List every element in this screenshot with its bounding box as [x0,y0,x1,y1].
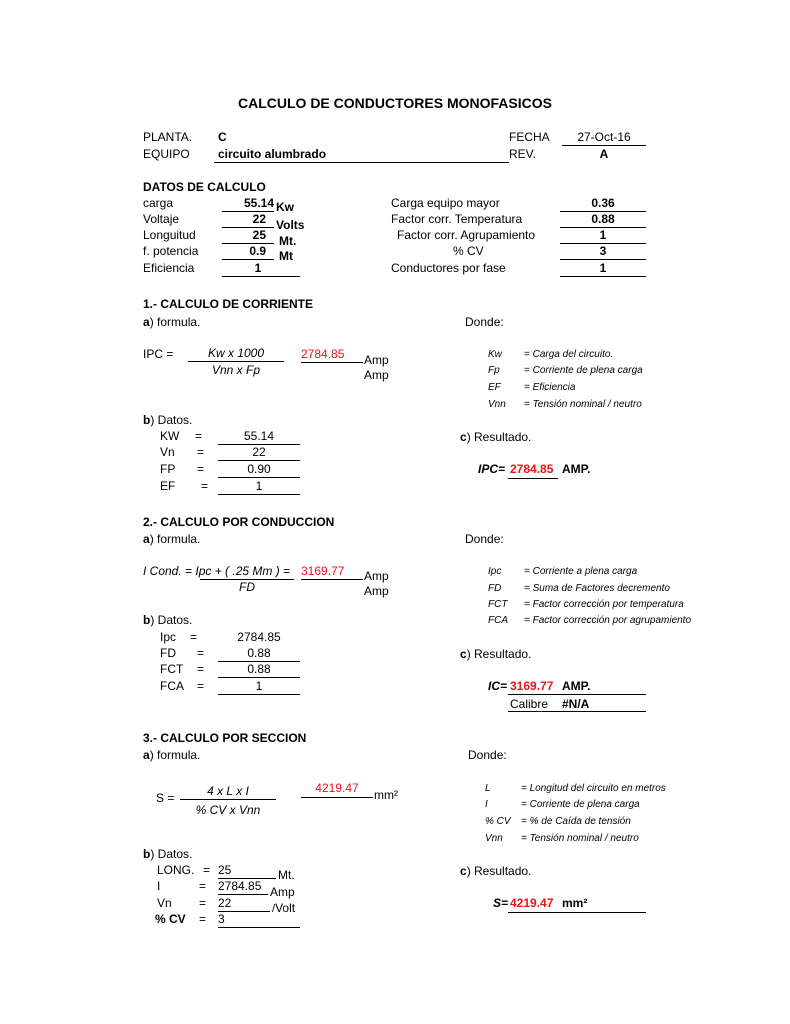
datos-right-underline [560,259,646,260]
s3-datos-eq: = [203,863,211,877]
s2-donde: Donde: [465,532,504,546]
s2-calibre-value: #N/A [562,697,590,711]
s3-datos-key: LONG. [157,863,195,877]
datos-right-label: % CV [453,244,484,258]
s1-res-label: IPC= [478,462,506,476]
s2-calibre-underline [508,711,646,712]
s2-def: FCA = Factor corrección por agrupamiento [488,615,692,626]
s2-datos-underline [218,677,300,678]
s2-unit: Amp [364,569,389,583]
datos-right-value: 3 [599,244,607,258]
s3-def: % CV = % de Caída de tensión [485,816,631,827]
rev-label: REV. [509,147,536,161]
s1-datos-key: KW [160,429,180,443]
s3-res-underline [508,912,646,913]
datos-left-label: f. potencia [143,244,199,258]
s2-res-unit: AMP. [562,679,591,693]
s3-datos-underline [218,911,270,912]
datos-right-label: Factor corr. Temperatura [391,212,523,226]
s1-result: 2784.85 [301,347,345,361]
s3-unit: mm² [374,788,398,802]
s1-datos-value: 22 [252,445,266,459]
s1-datos-eq: = [197,462,205,476]
s1-unit: Amp [364,368,389,382]
s1-res-unit: AMP. [562,462,591,476]
datos-right-label: Carga equipo mayor [391,196,500,210]
datos-left-value: 25 [252,228,266,242]
datos-left-value: 55.14 [243,196,274,210]
datos-right-label: Factor corr. Agrupamiento [397,228,536,242]
s1-datos-key: FP [160,462,176,476]
s1-res-underline [508,478,558,479]
s2-datos-key: Ipc [160,630,177,644]
s3-datos-underline [218,927,300,928]
s1-datos-eq: = [201,479,209,493]
planta-value: C [218,130,227,144]
datos-left-unit: Volts [276,218,305,232]
s3-def: Vnn = Tensión nominal / neutro [485,833,639,844]
s2-result: 3169.77 [301,564,345,578]
s1-datos-label: b) Datos. [143,413,193,427]
s3-datos-key: % CV [155,912,186,926]
s3-result-underline [301,797,373,798]
s1-res-value: 2784.85 [510,462,554,476]
s3-datos-eq: = [199,879,207,893]
s2-res-label: IC= [488,679,508,693]
s1-datos-value: 1 [255,479,263,493]
rev-value: A [599,147,609,161]
s1-numerator: Kw x 1000 [207,346,265,360]
s1-datos-key: Vn [160,445,175,459]
s2-def: Ipc = Corriente a plena carga [488,566,638,577]
s3-datos-value: 3 [218,912,225,926]
s3-datos-unit: /Volt [272,901,296,915]
s1-datos-underline [218,477,300,478]
s1-denominator: Vnn x Fp [211,363,261,377]
datos-right-value: 0.88 [591,212,615,226]
datos-right-value: 1 [599,261,607,275]
s2-calibre-label: Calibre [510,697,549,711]
s3-datos-underline [218,894,268,895]
s1-heading: 1.- CALCULO DE CORRIENTE [143,297,314,311]
s1-def: EF = Eficiencia [488,382,576,393]
s2-datos-value: 2784.85 [237,630,281,644]
s3-formula-label: a) formula. [143,748,201,762]
s1-def: Fp = Corriente de plena carga [488,365,643,376]
s1-datos-value: 55.14 [243,429,275,443]
s1-datos-underline [218,494,300,495]
s3-def: L = Longitud del circuito en metros [485,783,666,794]
s1-lhs: IPC = [143,347,174,361]
datos-right-label: Conductores por fase [391,261,506,275]
s1-datos-underline [218,460,300,461]
fecha-label: FECHA [509,130,550,144]
s2-datos-eq: = [190,630,198,644]
s2-formula: I Cond. = Ipc + ( .25 Mm ) = [143,564,291,578]
s3-def: I = Corriente de plena carga [485,799,640,810]
datos-left-label: carga [143,196,174,210]
s1-def: Vnn = Tensión nominal / neutro [488,399,642,410]
datos-left-value: 0.9 [249,244,266,258]
s3-datos-eq: = [199,896,207,910]
s1-donde: Donde: [465,315,504,329]
s2-heading: 2.- CALCULO POR CONDUCCION [143,515,335,529]
s3-denominator: % CV x Vnn [195,803,261,817]
s1-unit: Amp [364,353,389,367]
s2-res-underline [508,694,646,695]
datos-left-unit: Mt. [279,234,297,248]
s2-def: FCT = Factor corrección por temperatura [488,599,684,610]
s3-heading: 3.- CALCULO POR SECCION [143,731,307,745]
s3-datos-value: 22 [218,896,232,910]
s3-res-unit: mm² [562,896,588,910]
s2-datos-eq: = [197,662,205,676]
s2-datos-value: 1 [255,679,263,693]
s2-formula-label: a) formula. [143,532,201,546]
s2-denominator: FD [239,580,255,594]
s3-lhs: S = [156,791,175,805]
s1-def: Kw = Carga del circuito. [488,349,614,360]
s1-formula-label: a) formula. [143,315,201,329]
s2-datos-label: b) Datos. [143,613,193,627]
s2-datos-value: 0.88 [247,646,271,660]
datos-right-value: 1 [599,228,607,242]
datos-left-label: Eficiencia [143,261,195,275]
s3-fraction-bar [180,799,276,800]
datos-left-value: 22 [252,212,266,226]
equipo-underline [214,162,509,163]
s1-resultado-label: c) Resultado. [460,430,532,444]
page-title: CALCULO DE CONDUCTORES MONOFASICOS [238,95,552,111]
s3-datos-key: Vn [157,896,172,910]
s2-datos-value: 0.88 [247,662,271,676]
s3-datos-eq: = [199,912,207,926]
datos-right-underline [560,276,646,277]
s3-datos-value: 25 [218,863,232,877]
datos-heading: DATOS DE CALCULO [143,180,266,194]
s1-datos-value: 0.90 [247,462,271,476]
s1-fraction-bar [188,361,284,362]
s2-datos-key: FCT [160,662,184,676]
s3-resultado-label: c) Resultado. [460,864,532,878]
datos-left-unit: Kw [276,200,294,214]
datos-left-label: Longuitud [143,228,196,242]
s3-donde: Donde: [468,748,507,762]
s3-datos-value: 2784.85 [218,879,262,893]
s1-datos-eq: = [195,429,203,443]
s2-result-underline [301,579,363,580]
s3-datos-label: b) Datos. [143,847,193,861]
fecha-underline [562,145,646,146]
s2-res-value: 3169.77 [510,679,554,693]
s2-datos-underline [218,694,300,695]
datos-right-value: 0.36 [591,196,615,210]
s2-datos-key: FD [160,646,176,660]
s3-datos-unit: Amp [270,885,295,899]
s2-datos-eq: = [197,679,205,693]
s3-numerator: 4 x L x I [207,784,249,798]
s1-datos-key: EF [160,479,176,493]
equipo-label: EQUIPO [143,147,190,161]
s1-datos-eq: = [197,445,205,459]
equipo-value: circuito alumbrado [218,147,327,161]
s2-resultado-label: c) Resultado. [460,647,532,661]
datos-left-unit: Mt [279,249,293,263]
s2-unit: Amp [364,584,389,598]
s3-datos-key: I [157,879,161,893]
planta-label: PLANTA. [143,130,193,144]
s3-datos-unit: Mt. [278,868,295,882]
s3-result: 4219.47 [315,781,359,795]
s2-def: FD = Suma de Factores decremento [488,583,670,594]
datos-left-underline [222,276,300,277]
s3-res-label: S= [493,896,509,910]
s2-datos-eq: = [197,646,205,660]
s3-res-value: 4219.47 [510,896,554,910]
s2-datos-key: FCA [160,679,184,693]
fecha-value: 27-Oct-16 [577,130,631,144]
datos-left-label: Voltaje [143,212,180,226]
s1-result-underline [301,362,363,363]
datos-left-underline [222,259,274,260]
datos-left-value: 1 [254,261,262,275]
